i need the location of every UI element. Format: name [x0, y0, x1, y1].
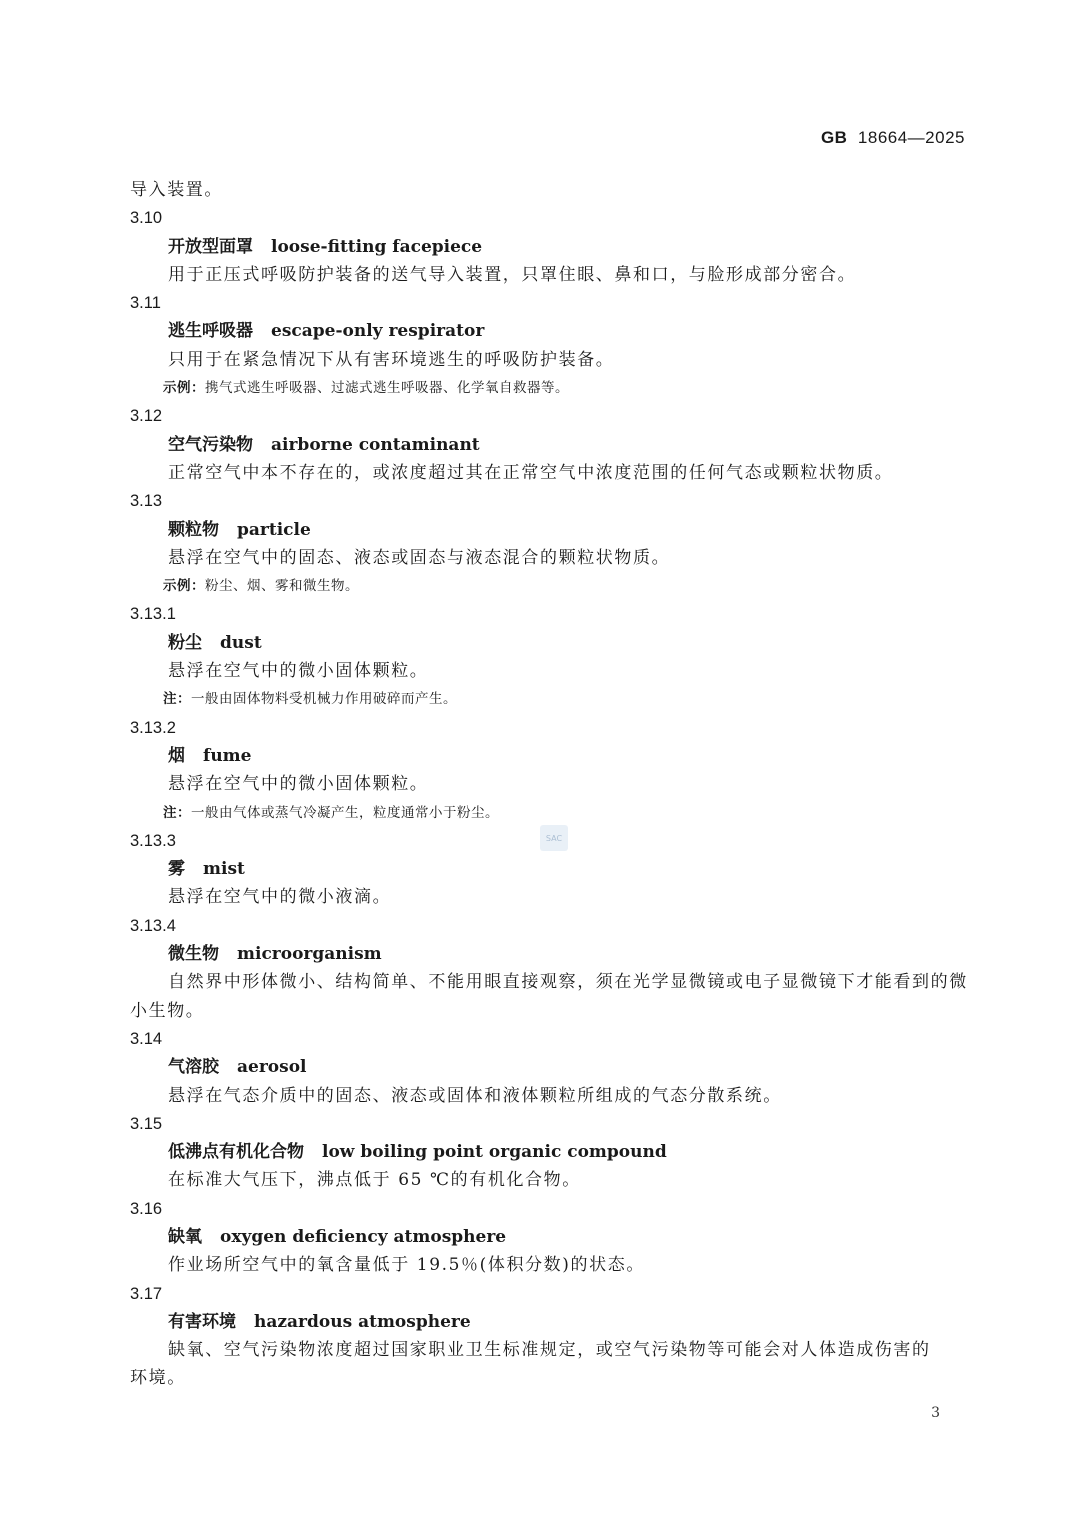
note-text: 一般由气体或蒸气冷凝产生，粒度通常小于粉尘。 [191, 804, 499, 821]
term-english: particle [237, 519, 311, 540]
term-definition: 缺氧、空气污染物浓度超过国家职业卫生标准规定，或空气污染物等可能会对人体造成伤害的 [168, 1340, 931, 1361]
term-heading [130, 233, 966, 261]
term-number: 3.14 [130, 1029, 163, 1048]
term-chinese: 有害环境 [168, 1311, 236, 1332]
term-english: mist [203, 859, 245, 880]
definition-continuation: 小生物。 [130, 1000, 205, 1021]
term-definition: 悬浮在空气中的微小固体颗粒。 [168, 774, 429, 795]
term-definition: 自然界中形体微小、结构简单、不能用眼直接观察，须在光学显微镜或电子显微镜下才能看到的微 [168, 972, 968, 993]
term-definition: 只用于在紧急情况下从有害环境逃生的呼吸防护装备。 [168, 349, 615, 370]
term-heading [130, 431, 966, 459]
note-text: 一般由固体物料受机械力作用破碎而产生。 [191, 691, 457, 708]
term-chinese: 空气污染物 [168, 434, 253, 455]
term-chinese: 雾 [168, 859, 185, 880]
term-number: 3.13.2 [130, 718, 176, 737]
term-definition: 作业场所空气中的氧含量低于 19.5％(体积分数)的状态。 [168, 1255, 645, 1276]
term-english: microorganism [237, 944, 382, 965]
term-number: 3.17 [130, 1284, 163, 1303]
term-english: oxygen deficiency atmosphere [220, 1226, 507, 1247]
term-note [130, 572, 966, 600]
term-heading [130, 1223, 966, 1251]
term-definition: 悬浮在空气中的微小液滴。 [168, 887, 392, 908]
note-label: 注： [163, 691, 191, 708]
term-english: hazardous atmosphere [254, 1311, 471, 1332]
watermark-logo: SAC [540, 825, 568, 851]
term-number: 3.10 [130, 209, 163, 228]
terms-list [130, 176, 966, 1393]
term-english: aerosol [237, 1057, 307, 1078]
term-definition: 悬浮在气态介质中的固态、液态或固体和液体颗粒所组成的气态分散系统。 [168, 1085, 782, 1106]
term-heading [130, 940, 966, 968]
term-heading [130, 629, 966, 657]
note-text: 携气式逃生呼吸器、过滤式逃生呼吸器、化学氧自救器等。 [205, 380, 569, 397]
term-definition: 正常空气中本不存在的，或浓度超过其在正常空气中浓度范围的任何气态或颗粒状物质。 [168, 462, 894, 483]
term-number: 3.13 [130, 492, 163, 511]
term-number: 3.13.4 [130, 916, 176, 935]
term-definition: 悬浮在空气中的固态、液态或固态与液态混合的颗粒状物质。 [168, 547, 671, 568]
term-english: loose-fitting facepiece [271, 236, 483, 257]
term-number: 3.15 [130, 1114, 163, 1133]
standard-prefix: GB [820, 128, 848, 147]
term-note [130, 685, 966, 713]
term-number: 3.12 [130, 407, 163, 426]
term-definition: 悬浮在空气中的微小固体颗粒。 [168, 661, 429, 682]
term-heading [130, 1138, 966, 1166]
term-english: dust [220, 632, 262, 653]
continuation-line: 导入装置。 [130, 180, 223, 200]
term-number: 3.13.3 [130, 831, 176, 850]
note-text: 粉尘、烟、雾和微生物。 [205, 578, 359, 595]
term-heading [130, 742, 966, 770]
term-definition: 用于正压式呼吸防护装备的送气导入装置，只罩住眼、鼻和口，与脸形成部分密合。 [168, 264, 857, 285]
standard-number: 18664—2025 [857, 128, 965, 147]
term-chinese: 烟 [168, 745, 185, 766]
standard-code [821, 128, 965, 148]
term-chinese: 颗粒物 [168, 519, 219, 540]
term-chinese: 微生物 [168, 944, 219, 965]
term-note [130, 799, 966, 827]
term-chinese: 气溶胶 [168, 1057, 219, 1078]
term-heading [130, 1053, 966, 1081]
term-definition: 在标准大气压下，沸点低于 65 ℃的有机化合物。 [168, 1170, 581, 1191]
term-note [130, 374, 966, 402]
term-chinese: 逃生呼吸器 [168, 321, 253, 342]
term-heading [130, 855, 966, 883]
term-chinese: 缺氧 [168, 1226, 202, 1247]
note-label: 示例： [163, 578, 205, 595]
term-heading [130, 317, 966, 345]
term-number: 3.11 [130, 294, 161, 313]
page-number: 3 [931, 1405, 940, 1421]
note-label: 注： [163, 804, 191, 821]
term-heading [130, 516, 966, 544]
term-number: 3.13.1 [130, 605, 176, 624]
term-english: low boiling point organic compound [322, 1142, 667, 1163]
term-chinese: 低沸点有机化合物 [168, 1142, 304, 1163]
term-english: fume [203, 745, 252, 766]
term-heading [130, 1308, 966, 1336]
term-chinese: 粉尘 [168, 632, 202, 653]
note-label: 示例： [163, 380, 205, 397]
term-english: airborne contaminant [271, 434, 480, 455]
term-number: 3.16 [130, 1199, 163, 1218]
term-english: escape-only respirator [271, 321, 485, 342]
definition-continuation: 环境。 [130, 1368, 186, 1389]
term-chinese: 开放型面罩 [168, 236, 253, 257]
